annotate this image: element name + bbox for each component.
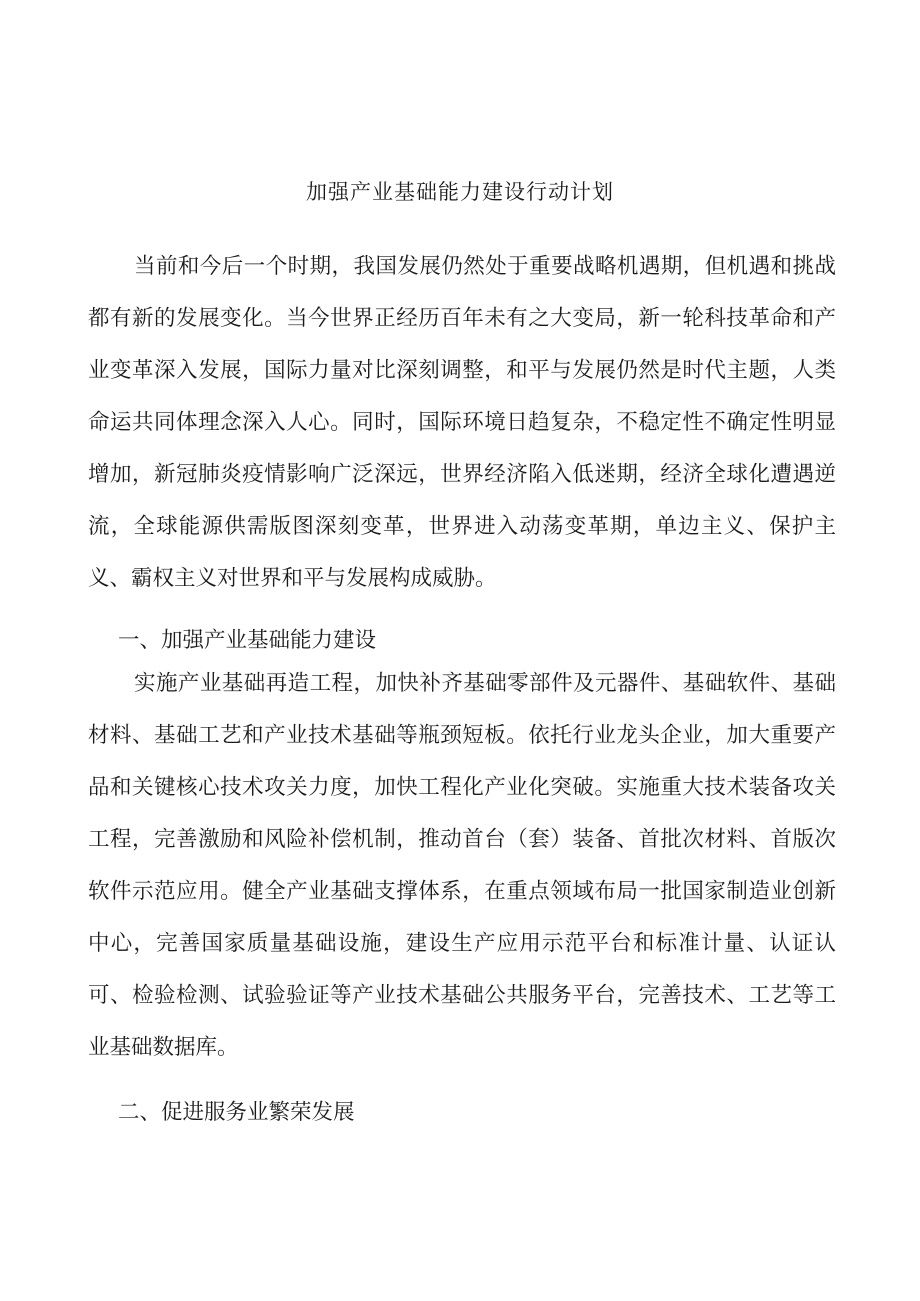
- document-title: 加强产业基础能力建设行动计划: [306, 180, 614, 204]
- intro-paragraph: 当前和今后一个时期，我国发展仍然处于重要战略机遇期，但机遇和挑战都有新的发展变化。当今世界正经历百年未有之大变局，新一轮科技革命和产业变革深入发展，国际力量对比深刻调整，和平与发展仍然是时代主题，人类命运共同体理念深入人心。同时，国际环境日趋复杂，不稳定性不确定性明显增加，新冠肺炎疫情影响广泛深远，世界经济陷入低迷期，经济全球化遭遇逆流，全球能源供需版图深刻变革，世界进入动荡变革期，单边主义、保护主义、霸权主义对世界和平与发展构成威胁。: [88, 254, 836, 591]
- section-heading-1: 一、加强产业基础能力建设: [118, 628, 377, 653]
- section-heading-2: 二、促进服务业繁荣发展: [118, 1100, 355, 1125]
- section-1-paragraph: 实施产业基础再造工程，加快补齐基础零部件及元器件、基础软件、基础材料、基础工艺和产业技术基础等瓶颈短板。依托行业龙头企业，加大重要产品和关键核心技术攻关力度，加快工程化产业化突破。实施重大技术装备攻关工程，完善激励和风险补偿机制，推动首台（套）装备、首批次材料、首版次软件示范应用。健全产业基础支撑体系，在重点领域布局一批国家制造业创新中心，完善国家质量基础设施，建设生产应用示范平台和标准计量、认证认可、检验检测、试验验证等产业技术基础公共服务平台，完善技术、工艺等工业基础数据库。: [88, 671, 836, 1060]
